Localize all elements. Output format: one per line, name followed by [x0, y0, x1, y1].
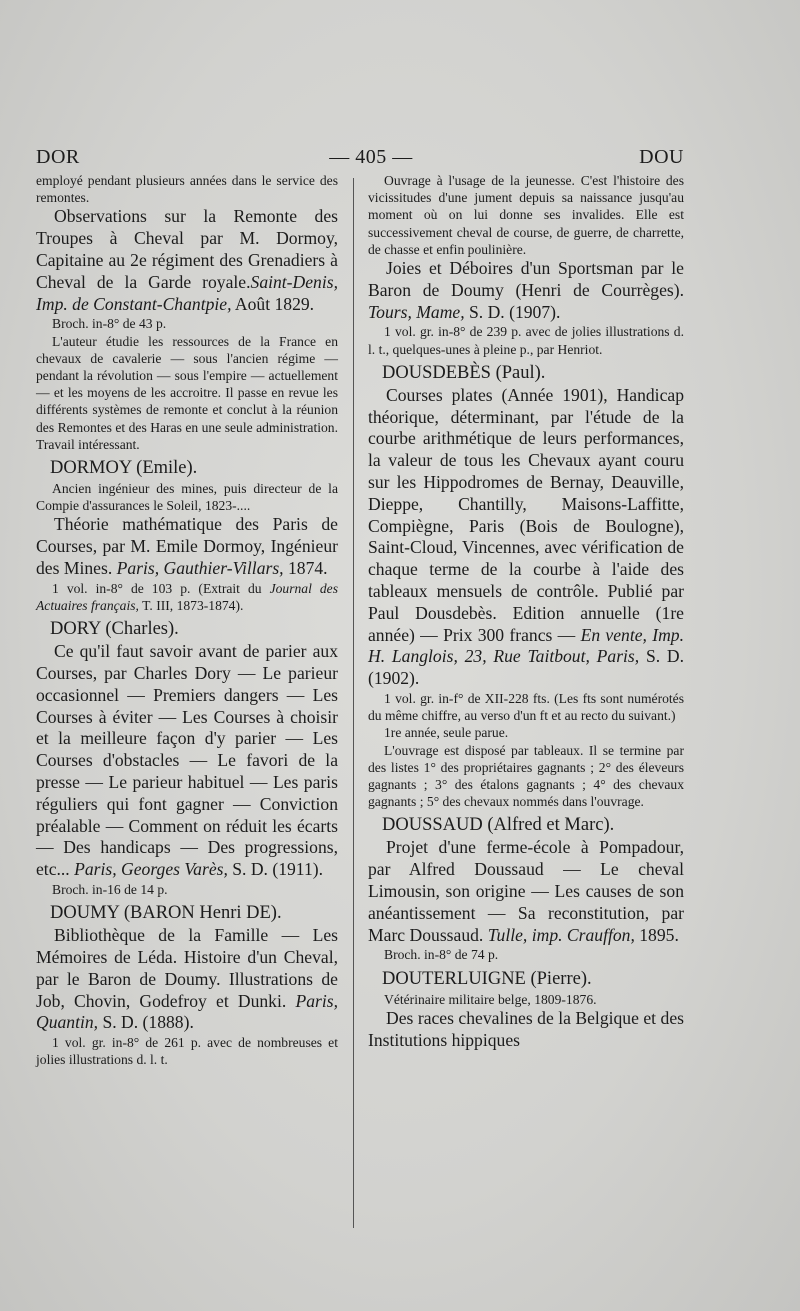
entry-text: DOUMY (BARON Henri DE). [50, 903, 282, 924]
entry-text: Vétérinaire militaire belge, 1809-1876. [384, 991, 597, 1007]
entry-text: 1re année, seule parue. [384, 725, 509, 741]
entry-text: 1 vol. gr. in-8° de 261 p. avec de nombreuses et jolies illustrations d. l. t. [36, 1035, 338, 1068]
entry-imprint: Paris, Quantin, [36, 990, 338, 1033]
bibliographic-note [368, 172, 684, 258]
entry-date: 1874. [283, 558, 328, 579]
entry-text: Des races chevalines de la Belgique et des Institutions hippiques [368, 1007, 684, 1050]
author-heading [368, 967, 684, 991]
entry-date: S. D. (1911). [227, 859, 324, 880]
page-number: — 405 — [329, 146, 413, 168]
bibliographic-note [368, 323, 684, 357]
entry-imprint: Tulle, imp. Crauffon, [483, 924, 635, 945]
header-right-keyword: DOU [639, 146, 684, 168]
bibliographic-note [36, 1034, 338, 1068]
entry-imprint: Saint-Denis, Imp. de Constant-Chantpie, [36, 271, 338, 314]
entry-text: Courses plates (Année 1901), Handicap théorique, déterminant, par l'étude de la courbe arithmétique de leurs performances, la valeur de tous les Chevaux ayant couru sur les Hippodromes de Bernay, Deauville, Dieppe, Chantilly, Maisons-Laffitte, Compiègne, Paris (Bois de Boulogne), Saint-Cloud, Vincennes, avec vérification de chaque terme de la courbe à l'aide des tableaux mensuels de contrôle. Publié par Paul Dousdebès. Edition annuelle (1re année) — Prix 300 francs — [368, 384, 684, 645]
entry-text: Observations sur la Remonte des Troupes à Cheval par M. Dormoy, Capitaine au 2e régiment des Grenadiers à Cheval de la Garde royale. [36, 206, 338, 292]
entry-text: Bibliothèque de la Famille — Les Mémoires de Léda. Histoire d'un Cheval, par le Baron de Doumy. Illustrations de Job, Chovin, Godefroy et Dunki. [36, 925, 338, 1011]
right-column [368, 172, 684, 1051]
entry-date: Août 1829. [231, 293, 315, 314]
entry-text: 1 vol. gr. in-f° de XII-228 fts. (Les fts sont numérotés du même chiffre, au verso d'un ft et au recto du suivant.) [368, 690, 684, 724]
entry-text: DOUSDEBÈS (Paul). [382, 362, 546, 383]
bibliographic-note [36, 480, 338, 514]
entry-text: DOUSSAUD (Alfred et Marc). [382, 815, 615, 836]
entry-text: DORMOY (Emile). [50, 458, 198, 479]
bibliographic-note [36, 580, 338, 614]
entry-imprint: Tours, Mame, [368, 301, 465, 322]
book-title-entry [368, 258, 684, 323]
entry-text: L'ouvrage est disposé par tableaux. Il se termine par des listes 1° des propriétaires gagnants ; 2° des éleveurs gagnants ; 3° des étalons gagnants ; 4° des chevaux gagnants ; 5° des chevaux nommés dans l'ouvrage. [368, 742, 684, 810]
entry-text: L'auteur étudie les ressources de la France en chevaux de cavalerie — sous l'ancien régime — pendant la révolution — sous l'empire — actuellement — et les moyens de les accroitre. Il passe en revue les différents systèmes de remonte et conclut à la réunion des Remontes et des Haras en une seule administration. Travail intéressant. [36, 333, 338, 452]
bibliographic-note [36, 315, 338, 332]
entry-imprint: Paris, Gauthier-Villars, [112, 558, 284, 579]
entry-text: Projet d'une ferme-école à Pompadour, par Alfred Doussaud — Le cheval Limousin, son origine — Les causes de son anéantissement — Sa reconstitution, par Marc Doussaud. [368, 837, 684, 945]
entry-text: Ce qu'il faut savoir avant de parier aux Courses, par Charles Dory — Le parieur occasionnel — Premiers dangers — Les Courses à éviter — Les Courses à choisir et la meilleure façon d'y parier — Les Courses d'obstacles — Le favori de la presse — Le parieur habituel — Les paris réguliers qui font gagner — Conviction préalable — Comment on réduit les écarts — Des handicaps — Des progressions, etc... [36, 641, 338, 880]
author-heading [36, 456, 338, 480]
bibliographic-note [368, 690, 684, 724]
entry-text: Ancien ingénieur des mines, puis directeur de la Compie d'assurances le Soleil, 1823-.... [36, 481, 338, 514]
book-title-entry [368, 837, 684, 946]
entry-date: S. D. (1907). [464, 301, 561, 322]
entry-imprint: Journal des Actuaires français, [36, 580, 338, 614]
book-title-entry [368, 1008, 684, 1052]
entry-date: T. III, 1873-1874). [138, 598, 244, 614]
book-title-entry [36, 514, 338, 579]
bibliographic-note [36, 881, 338, 898]
left-column [36, 172, 338, 1069]
entry-text: employé pendant plusieurs années dans le service des remontes. [36, 173, 338, 206]
bibliographic-note [368, 991, 684, 1008]
entry-date: S. D. (1902). [368, 646, 684, 689]
entry-text: Broch. in-8° de 43 p. [52, 316, 167, 332]
author-heading [36, 617, 338, 641]
entry-imprint: Paris, Georges Varès, [69, 859, 228, 880]
entry-text: 1 vol. gr. in-8° de 239 p. avec de jolies illustrations d. l. t., quelques-unes à pleine p., par Henriot. [368, 324, 684, 357]
bibliographic-note [368, 946, 684, 963]
entry-text: Théorie mathématique des Paris de Courses, par M. Emile Dormoy, Ingénieur des Mines. [36, 514, 338, 579]
entry-text: 1 vol. in-8° de 103 p. (Extrait du [52, 580, 262, 596]
author-heading [36, 901, 338, 925]
author-heading [368, 813, 684, 837]
entry-text: DORY (Charles). [50, 619, 179, 640]
entry-text: Broch. in-8° de 74 p. [384, 947, 499, 963]
bibliographic-note [36, 172, 338, 206]
bibliographic-note [368, 724, 684, 741]
entry-text: DOUTERLUIGNE (Pierre). [382, 968, 592, 989]
entry-imprint: En vente, Imp. H. Langlois, 23, Rue Taitbout, Paris, [368, 624, 684, 667]
column-divider [353, 178, 354, 1228]
book-title-entry [36, 641, 338, 881]
entry-text: Ouvrage à l'usage de la jeunesse. C'est l'histoire des vicissitudes d'une jument depuis sa naissance jusqu'au moment où on lui donne ses invalides. Elle est successivement cheval de course, de guerre, de charrette, de chasse et enfin poulinière. [368, 173, 684, 257]
entry-text: Joies et Déboires d'un Sportsman par le Baron de Doumy (Henri de Courrèges). [368, 258, 684, 300]
book-title-entry [36, 925, 338, 1034]
book-title-entry [36, 206, 338, 315]
entry-text: Broch. in-16 de 14 p. [52, 881, 168, 897]
book-title-entry [368, 385, 684, 690]
entry-date: S. D. (1888). [98, 1012, 194, 1033]
entry-date: 1895. [634, 924, 679, 945]
header-left-keyword: DOR [36, 146, 80, 168]
author-heading [368, 361, 684, 385]
bibliographic-note [368, 742, 684, 811]
bibliographic-note [36, 333, 338, 453]
